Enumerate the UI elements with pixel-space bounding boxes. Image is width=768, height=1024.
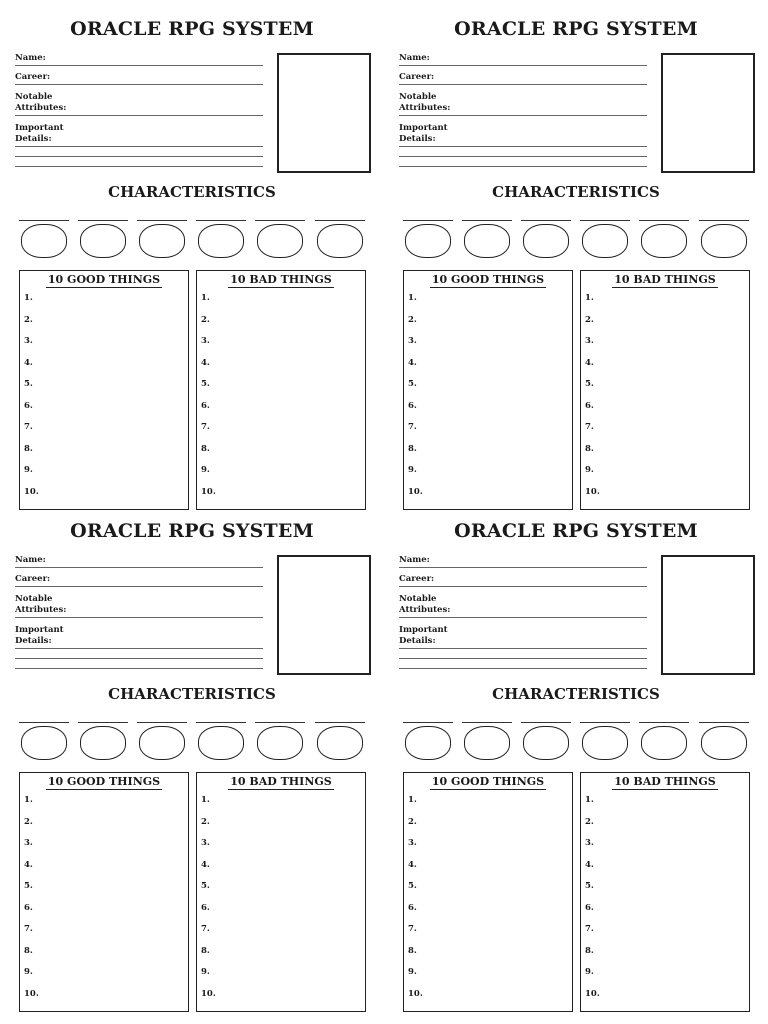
name-label: Name: [15, 53, 46, 63]
good-thing-item[interactable]: 3. [24, 838, 33, 848]
bad-thing-item[interactable]: 5. [201, 379, 210, 389]
bad-things-title [197, 273, 365, 286]
characteristic-name-line[interactable] [639, 220, 689, 221]
characteristic-value-oval[interactable] [701, 726, 747, 760]
important-label-line-2: Details: [399, 636, 436, 646]
characteristic-slot [315, 214, 365, 264]
good-thing-item[interactable]: 7. [408, 422, 417, 432]
characteristic-slot [639, 716, 689, 766]
career-field[interactable] [15, 586, 263, 587]
good-thing-item[interactable]: 1. [408, 795, 417, 805]
notable-attributes-field[interactable] [15, 617, 263, 618]
bad-thing-item[interactable]: 3. [585, 838, 594, 848]
good-thing-item[interactable]: 6. [24, 903, 33, 913]
characteristic-name-line[interactable] [462, 220, 512, 221]
good-thing-item[interactable]: 6. [24, 401, 33, 411]
career-field[interactable] [399, 84, 647, 85]
characteristic-slot [78, 214, 128, 264]
characteristic-value-oval[interactable] [641, 726, 687, 760]
characteristic-value-oval[interactable] [139, 224, 185, 258]
good-thing-item[interactable]: 8. [24, 946, 33, 956]
good-things-title [20, 775, 188, 788]
good-things-title [404, 775, 572, 788]
bad-things-box [580, 772, 750, 1012]
important-label-line-1: Important [15, 625, 64, 635]
portrait-box[interactable] [661, 53, 755, 173]
good-things-box [19, 772, 189, 1012]
good-things-title-text: 10 GOOD THINGS [431, 775, 545, 788]
bad-things-title [581, 273, 749, 286]
good-thing-item[interactable]: 5. [408, 881, 417, 891]
good-thing-item[interactable]: 9. [408, 465, 417, 475]
characteristic-slot [137, 716, 187, 766]
bad-thing-item[interactable]: 6. [585, 401, 594, 411]
important-details-field[interactable] [399, 156, 647, 157]
notable-label-line-1: Notable [15, 594, 53, 604]
good-thing-item[interactable]: 10. [24, 487, 39, 497]
characteristic-value-oval[interactable] [405, 726, 451, 760]
important-details-field[interactable] [15, 648, 263, 649]
notable-label-line-2: Attributes: [15, 605, 67, 615]
bad-thing-item[interactable]: 8. [585, 946, 594, 956]
bad-thing-item[interactable]: 6. [585, 903, 594, 913]
characteristic-slot [315, 716, 365, 766]
good-thing-item[interactable]: 5. [24, 379, 33, 389]
portrait-box[interactable] [661, 555, 755, 675]
important-details-field[interactable] [399, 648, 647, 649]
characteristic-slot [255, 214, 305, 264]
characteristic-value-oval[interactable] [582, 726, 628, 760]
characteristic-name-line[interactable] [521, 220, 571, 221]
name-label: Name: [399, 555, 430, 565]
characteristic-value-oval[interactable] [582, 224, 628, 258]
characteristic-slot [699, 214, 749, 264]
good-thing-item[interactable]: 4. [408, 358, 417, 368]
notable-label-line-1: Notable [399, 92, 437, 102]
bad-thing-item[interactable]: 7. [201, 924, 210, 934]
bad-things-title-text: 10 BAD THINGS [614, 273, 716, 286]
good-thing-item[interactable]: 4. [408, 860, 417, 870]
good-thing-item[interactable]: 9. [408, 967, 417, 977]
good-thing-item[interactable]: 2. [408, 817, 417, 827]
sheet-title: ORACLE RPG SYSTEM [70, 18, 314, 40]
bad-thing-item[interactable]: 10. [201, 989, 216, 999]
characteristic-slot [19, 214, 69, 264]
sheet-title: ORACLE RPG SYSTEM [454, 520, 698, 542]
good-thing-item[interactable]: 2. [24, 315, 33, 325]
characteristic-name-line[interactable] [403, 722, 453, 723]
characteristic-slot [639, 214, 689, 264]
character-sheet [0, 502, 384, 1004]
characteristic-value-oval[interactable] [198, 224, 244, 258]
characteristic-name-line[interactable] [255, 220, 305, 221]
characteristic-value-oval[interactable] [641, 224, 687, 258]
bad-thing-item[interactable]: 3. [201, 336, 210, 346]
bad-things-box [580, 270, 750, 510]
characteristic-name-line[interactable] [78, 722, 128, 723]
characteristic-slot [196, 716, 246, 766]
characteristic-name-line[interactable] [639, 722, 689, 723]
characteristic-name-line[interactable] [19, 220, 69, 221]
characteristic-value-oval[interactable] [523, 726, 569, 760]
bad-thing-item[interactable]: 10. [585, 487, 600, 497]
bad-things-title [197, 775, 365, 788]
characteristic-slot [255, 716, 305, 766]
career-label: Career: [15, 72, 51, 82]
characteristic-name-line[interactable] [403, 220, 453, 221]
good-things-title-text: 10 GOOD THINGS [47, 775, 161, 788]
character-sheet [384, 0, 768, 502]
sheet-title: ORACLE RPG SYSTEM [70, 520, 314, 542]
important-details-field[interactable] [399, 166, 647, 167]
bad-thing-item[interactable]: 9. [585, 465, 594, 475]
characteristic-name-line[interactable] [19, 722, 69, 723]
important-label-line-2: Details: [15, 636, 52, 646]
bad-thing-item[interactable]: 4. [585, 860, 594, 870]
characteristic-slot [521, 716, 571, 766]
bad-things-title-text: 10 BAD THINGS [230, 775, 332, 788]
good-thing-item[interactable]: 9. [24, 967, 33, 977]
characteristics-title: CHARACTERISTICS [492, 685, 660, 703]
good-thing-item[interactable]: 3. [408, 838, 417, 848]
important-details-field[interactable] [15, 156, 263, 157]
characteristic-slot [78, 716, 128, 766]
bad-thing-item[interactable]: 1. [201, 795, 210, 805]
career-label: Career: [15, 574, 51, 584]
characteristic-name-line[interactable] [699, 722, 749, 723]
good-thing-item[interactable]: 7. [24, 924, 33, 934]
bad-things-box [196, 772, 366, 1012]
characteristic-slot [196, 214, 246, 264]
name-field[interactable] [399, 65, 647, 66]
characteristic-name-line[interactable] [255, 722, 305, 723]
bad-thing-item[interactable]: 5. [585, 881, 594, 891]
good-things-title [20, 273, 188, 286]
notable-label-line-2: Attributes: [399, 103, 451, 113]
characteristic-slot [580, 716, 630, 766]
bad-things-title-text: 10 BAD THINGS [230, 273, 332, 286]
bad-thing-item[interactable]: 8. [201, 444, 210, 454]
characteristic-slot [462, 214, 512, 264]
characteristic-value-oval[interactable] [317, 224, 363, 258]
characteristic-name-line[interactable] [699, 220, 749, 221]
characteristic-slot [403, 716, 453, 766]
bad-thing-item[interactable]: 7. [585, 422, 594, 432]
bad-thing-item[interactable]: 3. [585, 336, 594, 346]
notable-attributes-field[interactable] [15, 115, 263, 116]
characteristic-slot [580, 214, 630, 264]
characteristic-value-oval[interactable] [80, 224, 126, 258]
bad-thing-item[interactable]: 10. [201, 487, 216, 497]
characteristic-value-oval[interactable] [523, 224, 569, 258]
good-things-title-text: 10 GOOD THINGS [431, 273, 545, 286]
good-things-box [403, 270, 573, 510]
bad-thing-item[interactable]: 5. [201, 881, 210, 891]
important-details-field[interactable] [15, 166, 263, 167]
important-label-line-1: Important [15, 123, 64, 133]
bad-thing-item[interactable]: 2. [585, 817, 594, 827]
characteristics-title: CHARACTERISTICS [108, 183, 276, 201]
important-details-field[interactable] [399, 658, 647, 659]
good-thing-item[interactable]: 9. [24, 465, 33, 475]
important-label-line-1: Important [399, 123, 448, 133]
characteristic-slot [699, 716, 749, 766]
bad-thing-item[interactable]: 8. [585, 444, 594, 454]
bad-thing-item[interactable]: 1. [585, 293, 594, 303]
important-details-field[interactable] [15, 668, 263, 669]
good-thing-item[interactable]: 10. [408, 989, 423, 999]
characteristic-name-line[interactable] [580, 722, 630, 723]
notable-label-line-2: Attributes: [399, 605, 451, 615]
good-thing-item[interactable]: 1. [24, 293, 33, 303]
important-label-line-2: Details: [15, 134, 52, 144]
bad-thing-item[interactable]: 2. [201, 817, 210, 827]
characteristic-value-oval[interactable] [405, 224, 451, 258]
characteristic-value-oval[interactable] [257, 224, 303, 258]
important-details-field[interactable] [399, 146, 647, 147]
bad-thing-item[interactable]: 9. [585, 967, 594, 977]
characteristic-name-line[interactable] [137, 722, 187, 723]
good-thing-item[interactable]: 6. [408, 903, 417, 913]
bad-things-box [196, 270, 366, 510]
portrait-box[interactable] [277, 53, 371, 173]
good-thing-item[interactable]: 6. [408, 401, 417, 411]
good-thing-item[interactable]: 7. [24, 422, 33, 432]
sheet-title: ORACLE RPG SYSTEM [454, 18, 698, 40]
characteristic-name-line[interactable] [137, 220, 187, 221]
characteristics-title: CHARACTERISTICS [492, 183, 660, 201]
good-thing-item[interactable]: 3. [408, 336, 417, 346]
good-thing-item[interactable]: 1. [408, 293, 417, 303]
good-thing-item[interactable]: 10. [24, 989, 39, 999]
good-thing-item[interactable]: 1. [24, 795, 33, 805]
good-things-title-text: 10 GOOD THINGS [47, 273, 161, 286]
characteristic-slot [403, 214, 453, 264]
good-thing-item[interactable]: 3. [24, 336, 33, 346]
name-field[interactable] [399, 567, 647, 568]
characteristic-value-oval[interactable] [464, 726, 510, 760]
characteristic-value-oval[interactable] [701, 224, 747, 258]
characteristic-name-line[interactable] [196, 722, 246, 723]
bad-thing-item[interactable]: 9. [201, 967, 210, 977]
characteristic-name-line[interactable] [78, 220, 128, 221]
bad-things-title-text: 10 BAD THINGS [614, 775, 716, 788]
characteristic-name-line[interactable] [315, 722, 365, 723]
good-thing-item[interactable]: 8. [408, 946, 417, 956]
career-label: Career: [399, 72, 435, 82]
name-label: Name: [399, 53, 430, 63]
bad-thing-item[interactable]: 1. [201, 293, 210, 303]
good-thing-item[interactable]: 4. [24, 358, 33, 368]
notable-label-line-2: Attributes: [15, 103, 67, 113]
bad-thing-item[interactable]: 1. [585, 795, 594, 805]
bad-thing-item[interactable]: 4. [201, 358, 210, 368]
bad-thing-item[interactable]: 6. [201, 903, 210, 913]
character-sheet [384, 502, 768, 1004]
bad-thing-item[interactable]: 4. [585, 358, 594, 368]
bad-thing-item[interactable]: 4. [201, 860, 210, 870]
important-details-field[interactable] [15, 658, 263, 659]
bad-things-title [581, 775, 749, 788]
characteristic-value-oval[interactable] [317, 726, 363, 760]
important-label-line-1: Important [399, 625, 448, 635]
bad-thing-item[interactable]: 2. [585, 315, 594, 325]
characteristic-value-oval[interactable] [139, 726, 185, 760]
character-sheet [0, 0, 384, 502]
bad-thing-item[interactable]: 3. [201, 838, 210, 848]
good-things-box [403, 772, 573, 1012]
characteristic-value-oval[interactable] [21, 224, 67, 258]
good-thing-item[interactable]: 8. [408, 444, 417, 454]
bad-thing-item[interactable]: 5. [585, 379, 594, 389]
characteristic-slot [462, 716, 512, 766]
bad-thing-item[interactable]: 2. [201, 315, 210, 325]
bad-thing-item[interactable]: 7. [585, 924, 594, 934]
notable-attributes-field[interactable] [399, 617, 647, 618]
characteristic-slot [521, 214, 571, 264]
characteristic-value-oval[interactable] [257, 726, 303, 760]
notable-attributes-field[interactable] [399, 115, 647, 116]
good-thing-item[interactable]: 5. [408, 379, 417, 389]
good-thing-item[interactable]: 10. [408, 487, 423, 497]
good-thing-item[interactable]: 2. [408, 315, 417, 325]
characteristic-name-line[interactable] [521, 722, 571, 723]
characteristic-name-line[interactable] [462, 722, 512, 723]
characteristic-slot [137, 214, 187, 264]
bad-thing-item[interactable]: 6. [201, 401, 210, 411]
portrait-box[interactable] [277, 555, 371, 675]
bad-thing-item[interactable]: 8. [201, 946, 210, 956]
good-thing-item[interactable]: 4. [24, 860, 33, 870]
important-details-field[interactable] [15, 146, 263, 147]
name-field[interactable] [15, 65, 263, 66]
bad-thing-item[interactable]: 7. [201, 422, 210, 432]
good-things-box [19, 270, 189, 510]
name-label: Name: [15, 555, 46, 565]
characteristic-value-oval[interactable] [464, 224, 510, 258]
characteristic-name-line[interactable] [315, 220, 365, 221]
good-things-title [404, 273, 572, 286]
career-field[interactable] [15, 84, 263, 85]
important-details-field[interactable] [399, 668, 647, 669]
characteristic-value-oval[interactable] [80, 726, 126, 760]
good-thing-item[interactable]: 5. [24, 881, 33, 891]
characteristic-value-oval[interactable] [21, 726, 67, 760]
characteristic-name-line[interactable] [580, 220, 630, 221]
career-field[interactable] [399, 586, 647, 587]
bad-thing-item[interactable]: 10. [585, 989, 600, 999]
important-label-line-2: Details: [399, 134, 436, 144]
career-label: Career: [399, 574, 435, 584]
characteristic-slot [19, 716, 69, 766]
bad-thing-item[interactable]: 9. [201, 465, 210, 475]
characteristic-name-line[interactable] [196, 220, 246, 221]
good-thing-item[interactable]: 8. [24, 444, 33, 454]
notable-label-line-1: Notable [15, 92, 53, 102]
good-thing-item[interactable]: 2. [24, 817, 33, 827]
name-field[interactable] [15, 567, 263, 568]
characteristic-value-oval[interactable] [198, 726, 244, 760]
characteristics-title: CHARACTERISTICS [108, 685, 276, 703]
good-thing-item[interactable]: 7. [408, 924, 417, 934]
notable-label-line-1: Notable [399, 594, 437, 604]
